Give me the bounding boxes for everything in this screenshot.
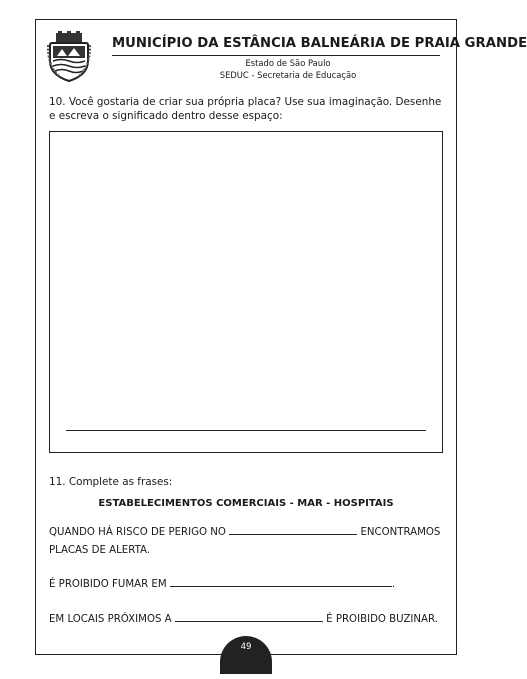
- sentence-2: [49, 575, 449, 590]
- sentence-3-end: É PROIBIDO BUZINAR.: [326, 614, 438, 625]
- page-number: 49: [240, 642, 252, 652]
- department-name: SEDUC - Secretaria de Educação: [219, 70, 357, 80]
- sentence-2-blank[interactable]: [170, 575, 392, 587]
- meaning-writing-line[interactable]: [66, 430, 426, 431]
- sentence-1-start: QUANDO HÁ RISCO DE PERIGO NO: [49, 527, 226, 538]
- sentence-1-blank[interactable]: [229, 523, 357, 535]
- state-name: Estado de São Paulo: [245, 58, 331, 68]
- sentence-3-start: EM LOCAIS PRÓXIMOS A: [49, 614, 172, 625]
- sentence-1-end: ENCONTRAMOS: [360, 527, 441, 538]
- title-underline: [112, 55, 440, 56]
- sentence-1-continuation: PLACAS DE ALERTA.: [49, 545, 151, 556]
- drawing-area[interactable]: [49, 131, 443, 453]
- question-10-prompt: 10. Você gostaria de criar sua própria placa? Use sua imaginação. Desenhe e escreva o significado dentro desse espaço:: [49, 96, 442, 122]
- sentence-3: [49, 610, 449, 625]
- sentence-2-end: .: [391, 579, 396, 590]
- word-bank: ESTABELECIMENTOS COMERCIAIS - MAR - HOSPITAIS: [98, 498, 394, 509]
- municipality-title: MUNICÍPIO DA ESTÂNCIA BALNEÁRIA DE PRAIA GRANDE: [112, 36, 527, 51]
- sentence-2-start: É PROIBIDO FUMAR EM: [49, 579, 167, 590]
- sentence-3-blank[interactable]: [175, 610, 323, 622]
- coat-of-arms-icon: [48, 31, 90, 83]
- question-11-prompt: 11. Complete as frases:: [49, 476, 173, 488]
- sentence-1: [49, 523, 449, 538]
